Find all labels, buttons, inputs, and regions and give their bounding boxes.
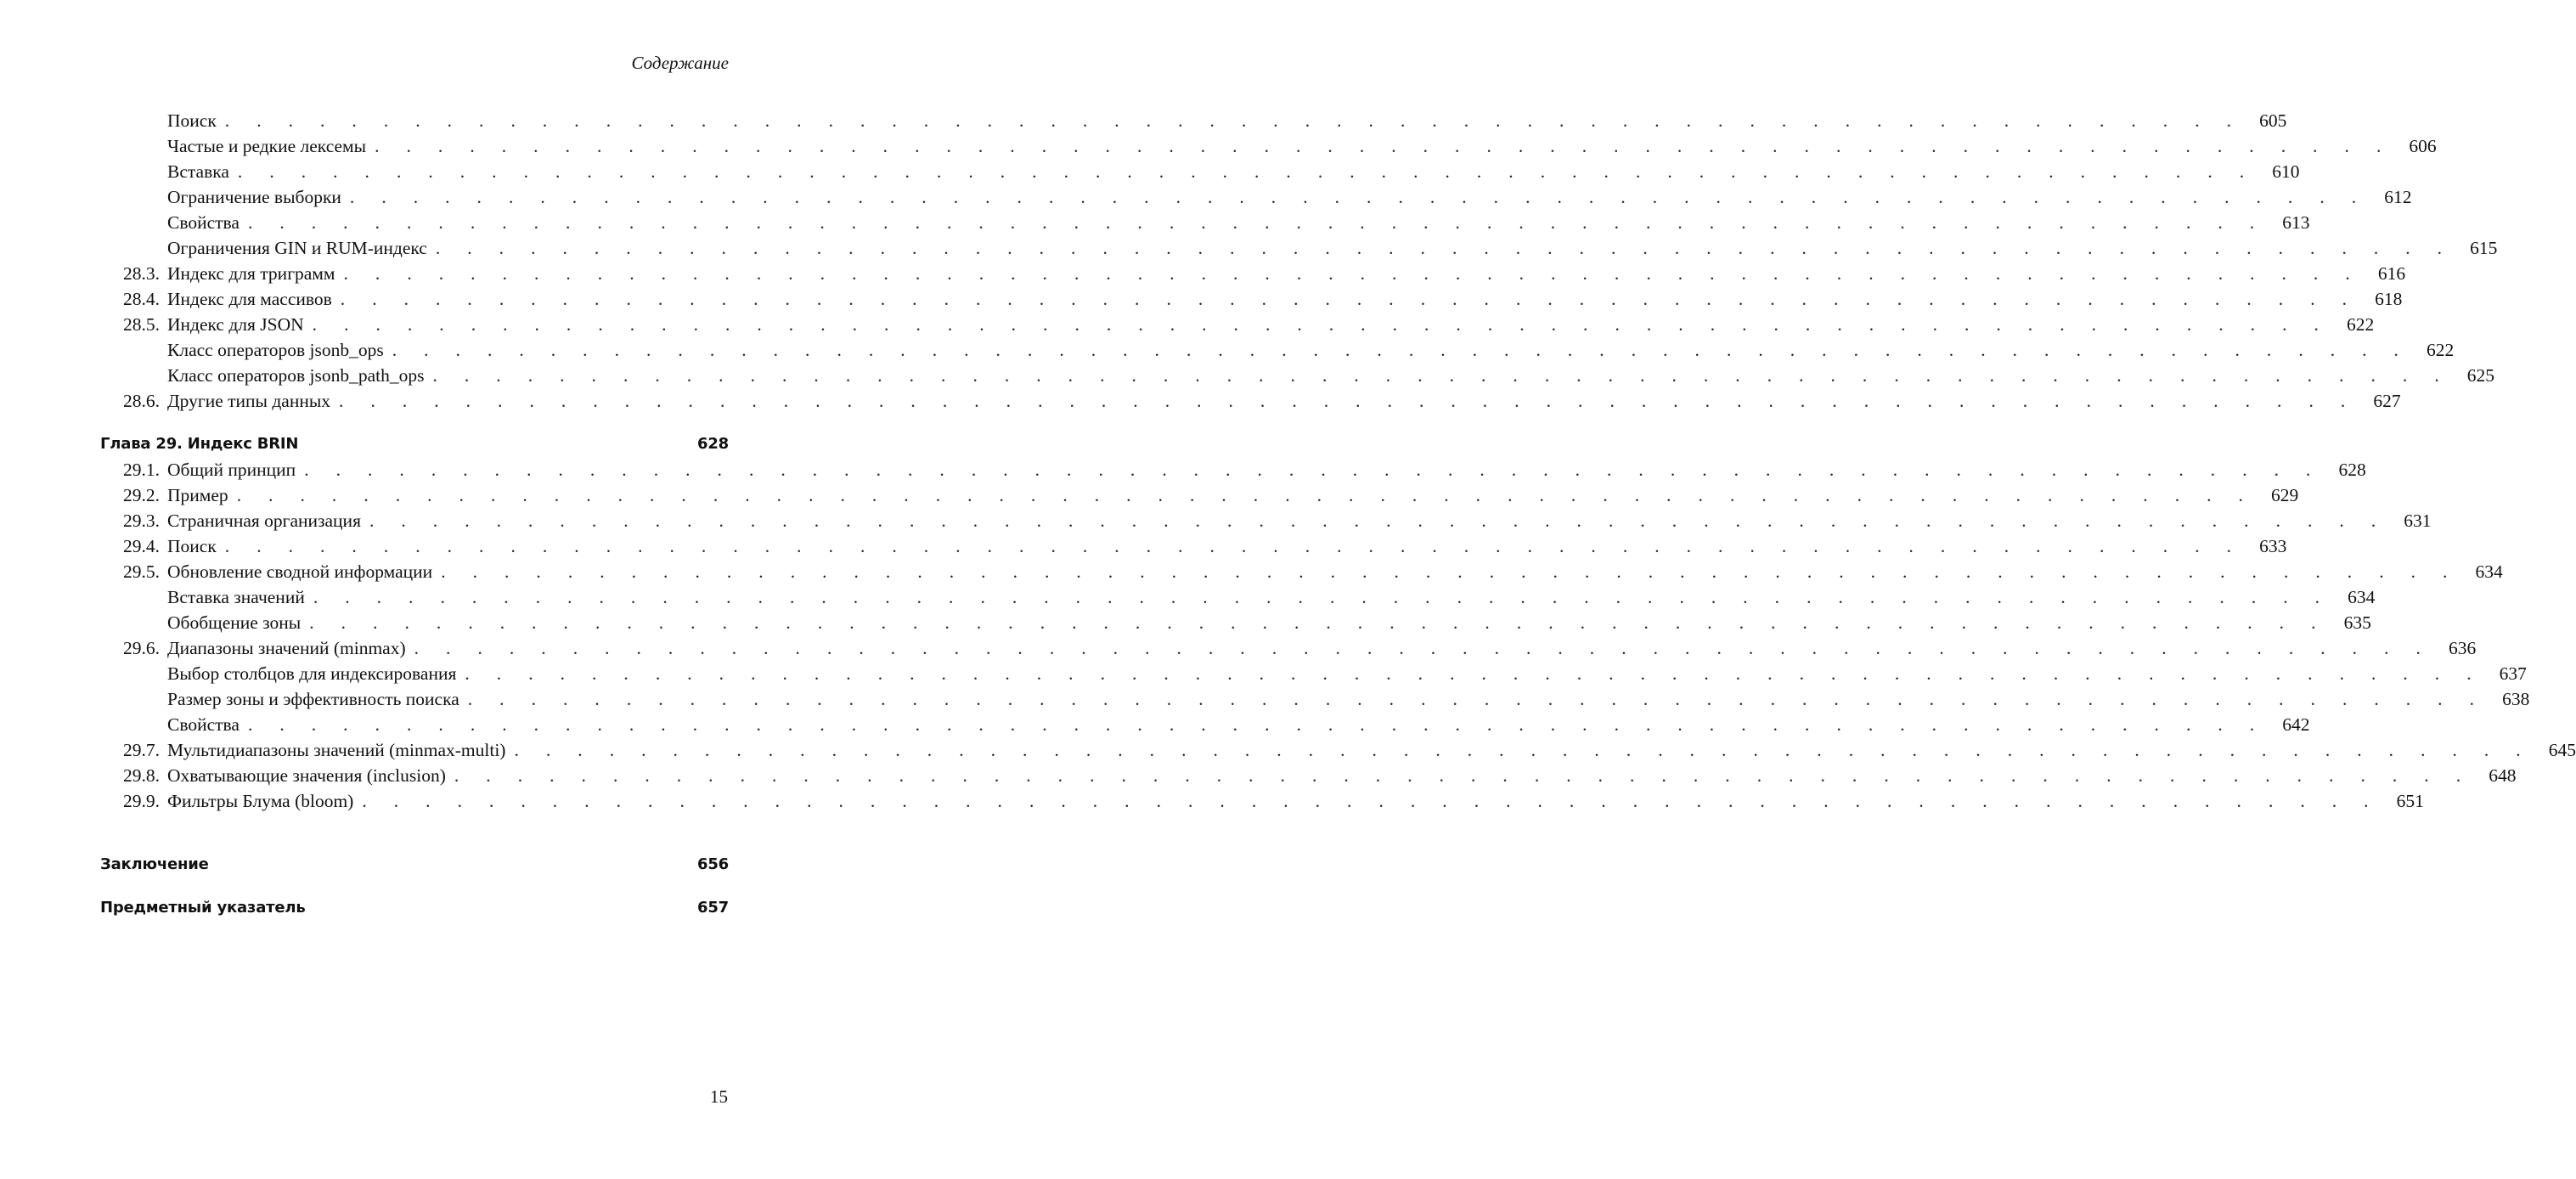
entry-title: Вставка значений (167, 587, 305, 607)
dot-leader: . . . . . . . . . . . . . . . . . . . . . . . . . . . . . . . . . . . . . . . . . . . . . . . . . . . . . . . . . . . . . . . . (441, 561, 2459, 582)
dot-leader: . . . . . . . . . . . . . . . . . . . . . . . . . . . . . . . . . . . . . . . . . . . . . . . . . . . . . . . . . . . . . . . . (304, 460, 2322, 480)
entry-page: 637 (2499, 663, 2527, 684)
entry-title: Другие типы данных (167, 391, 331, 411)
index-page: 657 (697, 899, 729, 917)
entry-page: 627 (2373, 391, 2401, 411)
entry-page: 629 (2270, 485, 2299, 505)
entry-title: Охватывающие значения (inclusion) (167, 765, 446, 786)
toc-entry[interactable] (100, 457, 2366, 482)
dot-leader: . . . . . . . . . . . . . . . . . . . . . . . . . . . . . . . . . . . . . . . . . . . . . . . . . . . . . . . . . . . . . . . . (467, 689, 2486, 709)
dot-leader: . . . . . . . . . . . . . . . . . . . . . . . . . . . . . . . . . . . . . . . . . . . . . . . . . . . . . . . . . . . . . . . . (236, 485, 2255, 505)
toc-entry[interactable] (100, 788, 2424, 814)
entry-page: 648 (2489, 765, 2517, 786)
toc-group-chapter-29 (100, 457, 2576, 814)
entry-title: Индекс для массивов (167, 289, 332, 309)
entry-title: Ограничения GIN и RUM-индекс (167, 238, 427, 258)
toc-entry[interactable] (100, 763, 2517, 788)
entry-page: 633 (2259, 536, 2287, 556)
entry-page: 606 (2409, 136, 2437, 156)
dot-leader: . . . . . . . . . . . . . . . . . . . . . . . . . . . . . . . . . . . . . . . . . . . . . . . . . . . . . . . . . . . . . . . . (392, 340, 2410, 360)
dot-leader: . . . . . . . . . . . . . . . . . . . . . . . . . . . . . . . . . . . . . . . . . . . . . . . . . . . . . . . . . . . . . . . . (369, 511, 2387, 531)
dot-leader: . . . . . . . . . . . . . . . . . . . . . . . . . . . . . . . . . . . . . . . . . . . . . . . . . . . . . . . . . . . . . . . . (454, 765, 2472, 786)
toc-entry[interactable] (100, 159, 2300, 184)
dot-leader: . . . . . . . . . . . . . . . . . . . . . . . . . . . . . . . . . . . . . . . . . . . . . . . . . . . . . . . . . . . . . . . . (362, 791, 2380, 811)
entry-title: Общий принцип (167, 460, 296, 480)
entry-page: 638 (2502, 689, 2530, 709)
toc-entry[interactable] (100, 712, 2310, 737)
entry-page: 622 (2427, 340, 2455, 360)
section-number: 29.3. (123, 511, 160, 531)
entry-title: Поиск (167, 110, 217, 131)
dot-leader: . . . . . . . . . . . . . . . . . . . . . . . . . . . . . . . . . . . . . . . . . . . . . . . . . . . . . . . . . . . . . . . . (514, 740, 2533, 760)
toc-entry[interactable] (100, 108, 2287, 133)
toc-entry[interactable] (100, 661, 2527, 686)
dot-leader: . . . . . . . . . . . . . . . . . . . . . . . . . . . . . . . . . . . . . . . . . . . . . . . . . . . . . . . . . . . . . . . . (375, 136, 2393, 156)
entry-title: Размер зоны и эффективность поиска (167, 689, 459, 709)
dot-leader: . . . . . . . . . . . . . . . . . . . . . . . . . . . . . . . . . . . . . . . . . . . . . . . . . . . . . . . . . . . . . . . . (247, 212, 2266, 233)
section-number: 28.6. (123, 391, 160, 411)
toc-entry[interactable] (100, 184, 2412, 210)
entry-title: Частые и редкие лексемы (167, 136, 367, 156)
entry-page: 642 (2282, 714, 2310, 735)
entry-page: 613 (2282, 212, 2310, 233)
toc-entry[interactable] (100, 686, 2530, 712)
entry-page: 616 (2377, 263, 2406, 284)
toc-entry[interactable] (100, 559, 2503, 584)
entry-title: Фильтры Блума (bloom) (167, 791, 354, 811)
dot-leader: . . . . . . . . . . . . . . . . . . . . . . . . . . . . . . . . . . . . . . . . . . . . . . . . . . . . . . . . . . . . . . . . (224, 536, 2243, 556)
dot-leader: . . . . . . . . . . . . . . . . . . . . . . . . . . . . . . . . . . . . . . . . . . . . . . . . . . . . . . . . . . . . . . . . (432, 365, 2451, 386)
section-number: 28.5. (123, 314, 160, 335)
table-of-contents (100, 108, 2576, 921)
toc-entry[interactable] (100, 261, 2406, 286)
toc-entry[interactable] (100, 286, 2403, 312)
toc-entry[interactable] (100, 533, 2287, 559)
entry-title: Вставка (167, 161, 229, 182)
section-number: 29.4. (123, 536, 160, 556)
running-head: Содержание (631, 53, 729, 73)
chapter-heading[interactable] (100, 432, 729, 457)
section-number: 29.8. (123, 765, 160, 786)
entry-title: Обобщение зоны (167, 612, 302, 633)
dot-leader: . . . . . . . . . . . . . . . . . . . . . . . . . . . . . . . . . . . . . . . . . . . . . . . . . . . . . . . . . . . . . . . . (312, 314, 2331, 335)
entry-title: Обновление сводной информации (167, 561, 433, 582)
entry-title: Свойства (167, 212, 240, 233)
dot-leader: . . . . . . . . . . . . . . . . . . . . . . . . . . . . . . . . . . . . . . . . . . . . . . . . . . . . . . . . . . . . . . . . (435, 238, 2454, 258)
entry-page: 618 (2375, 289, 2403, 309)
entry-page: 625 (2466, 365, 2495, 386)
toc-entry[interactable] (100, 610, 2371, 635)
dot-leader: . . . . . . . . . . . . . . . . . . . . . . . . . . . . . . . . . . . . . . . . . . . . . . . . . . . . . . . . . . . . . . . . (339, 391, 2357, 411)
entry-page: 615 (2470, 238, 2498, 258)
section-number: 29.6. (123, 638, 160, 658)
entry-page: 610 (2272, 161, 2300, 182)
toc-entry[interactable] (100, 210, 2310, 235)
toc-entry[interactable] (100, 482, 2299, 508)
dot-leader: . . . . . . . . . . . . . . . . . . . . . . . . . . . . . . . . . . . . . . . . . . . . . . . . . . . . . . . . . . . . . . . . (224, 110, 2243, 131)
entry-page: 622 (2346, 314, 2375, 335)
entry-page: 634 (2348, 587, 2376, 607)
dot-leader: . . . . . . . . . . . . . . . . . . . . . . . . . . . . . . . . . . . . . . . . . . . . . . . . . . . . . . . . . . . . . . . . (414, 638, 2432, 658)
entry-title: Индекс для триграмм (167, 263, 335, 284)
toc-entry[interactable] (100, 635, 2477, 661)
chapter-title: Глава 29. Индекс BRIN (100, 435, 299, 453)
dot-leader: . . . . . . . . . . . . . . . . . . . . . . . . . . . . . . . . . . . . . . . . . . . . . . . . . . . . . . . . . . . . . . . . (309, 612, 2327, 633)
entry-page: 605 (2259, 110, 2287, 131)
entry-title: Класс операторов jsonb_ops (167, 340, 384, 360)
toc-entry[interactable] (100, 508, 2432, 533)
entry-title: Поиск (167, 536, 217, 556)
section-number: 29.5. (123, 561, 160, 582)
entry-page: 612 (2384, 187, 2412, 207)
section-number: 28.3. (123, 263, 160, 284)
section-number: 28.4. (123, 289, 160, 309)
entry-page: 635 (2343, 612, 2371, 633)
dot-leader: . . . . . . . . . . . . . . . . . . . . . . . . . . . . . . . . . . . . . . . . . . . . . . . . . . . . . . . . . . . . . . . . (349, 187, 2368, 207)
section-number: 29.7. (123, 740, 160, 760)
toc-group-chapter-28 (100, 108, 2498, 414)
entry-title: Класс операторов jsonb_path_ops (167, 365, 425, 386)
entry-title: Диапазоны значений (minmax) (167, 638, 406, 658)
chapter-page: 628 (697, 435, 729, 453)
toc-entry[interactable] (100, 235, 2498, 261)
entry-title: Свойства (167, 714, 240, 735)
dot-leader: . . . . . . . . . . . . . . . . . . . . . . . . . . . . . . . . . . . . . . . . . . . . . . . . . . . . . . . . . . . . . . . . (343, 263, 2362, 284)
dot-leader: . . . . . . . . . . . . . . . . . . . . . . . . . . . . . . . . . . . . . . . . . . . . . . . . . . . . . . . . . . . . . . . . (313, 587, 2331, 607)
dot-leader: . . . . . . . . . . . . . . . . . . . . . . . . . . . . . . . . . . . . . . . . . . . . . . . . . . . . . . . . . . . . . . . . (247, 714, 2266, 735)
dot-leader: . . . . . . . . . . . . . . . . . . . . . . . . . . . . . . . . . . . . . . . . . . . . . . . . . . . . . . . . . . . . . . . . (237, 161, 2256, 182)
entry-title: Пример (167, 485, 228, 505)
toc-entry[interactable] (100, 337, 2455, 363)
index-heading[interactable] (100, 895, 729, 921)
toc-entry[interactable] (100, 363, 2495, 388)
page-number: 15 (710, 1086, 728, 1107)
entry-page: 636 (2448, 638, 2477, 658)
entry-page: 651 (2396, 791, 2424, 811)
entry-title: Ограничение выборки (167, 187, 341, 207)
entry-page: 645 (2548, 740, 2576, 760)
entry-title: Выбор столбцов для индексирования (167, 663, 457, 684)
dot-leader: . . . . . . . . . . . . . . . . . . . . . . . . . . . . . . . . . . . . . . . . . . . . . . . . . . . . . . . . . . . . . . . . (465, 663, 2483, 684)
section-number: 29.9. (123, 791, 160, 811)
index-title: Предметный указатель (100, 899, 306, 917)
entry-page: 631 (2404, 511, 2432, 531)
toc-entry[interactable] (100, 388, 2401, 414)
entry-title: Страничная организация (167, 511, 361, 531)
conclusion-heading[interactable] (100, 852, 729, 877)
conclusion-page: 656 (697, 855, 729, 873)
section-number: 29.1. (123, 460, 160, 480)
entry-title: Мультидиапазоны значений (minmax-multi) (167, 740, 506, 760)
conclusion-title: Заключение (100, 855, 209, 873)
entry-title: Индекс для JSON (167, 314, 304, 335)
dot-leader: . . . . . . . . . . . . . . . . . . . . . . . . . . . . . . . . . . . . . . . . . . . . . . . . . . . . . . . . . . . . . . . . (340, 289, 2359, 309)
toc-entry[interactable] (100, 133, 2437, 159)
entry-page: 628 (2338, 460, 2366, 480)
toc-entry[interactable] (100, 584, 2376, 610)
toc-entry[interactable] (100, 737, 2576, 763)
section-number: 29.2. (123, 485, 160, 505)
toc-entry[interactable] (100, 312, 2375, 337)
entry-page: 634 (2475, 561, 2503, 582)
